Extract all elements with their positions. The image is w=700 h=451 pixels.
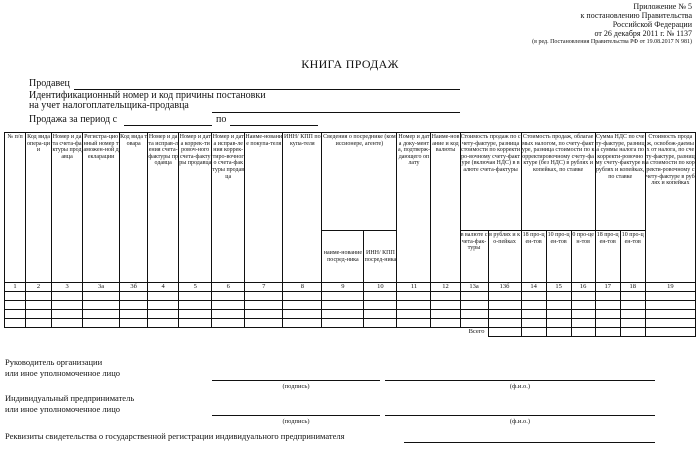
col-num-7: 7 [245, 283, 283, 292]
col-num-4: 4 [148, 283, 179, 292]
col-num-13b: 13б [488, 283, 521, 292]
requisites-label: Реквизиты свидетельства о государственной регистрации индивидуального предпринимателя [5, 431, 345, 441]
inn-kpp-line[interactable] [212, 112, 460, 113]
appendix-note [432, 2, 692, 47]
col-header-13a: в валюте счета-фак-туры [460, 231, 488, 283]
col-header-12: Наиме-нование и код валюты [431, 133, 460, 283]
col-num-3: 3 [52, 283, 83, 292]
col-num-15: 15 [546, 283, 571, 292]
head-fio-caption: (ф.и.о.) [509, 383, 531, 390]
appendix-line-4: от 26 декабря 2011 г. № 1137 [594, 29, 692, 38]
col-num-18: 18 [620, 283, 645, 292]
inn-kpp-label-2: на учет налогоплательщика-продавца [29, 100, 189, 111]
appendix-line-1: Приложение № 5 [633, 2, 692, 11]
col-num-5: 5 [179, 283, 212, 292]
col-num-8: 8 [283, 283, 322, 292]
table-row[interactable] [5, 301, 696, 310]
total-row [5, 328, 696, 337]
ip-label-2: или иное уполномоченное лицо [5, 404, 121, 414]
col-num-16: 16 [571, 283, 595, 292]
col-num-9: 9 [322, 283, 364, 292]
col-header-3b: Код вида товара [120, 133, 148, 283]
col-header-5: Номер и дата коррек-тировоч-ного счета-фактуры продавца [179, 133, 212, 283]
appendix-line-5: (в ред. Постановления Правительства РФ от 19.08.2017 N 981) [532, 39, 692, 45]
col-header-17-18: Сумма НДС по счету-фактуре, разница суммы налога по корректи-ровочному счету-фактуре в рублях и копейках, по ставке [595, 133, 645, 231]
col-header-3: Номер и дата счета-фактуры продавца [52, 133, 83, 283]
period-from-line[interactable] [124, 125, 212, 126]
sales-ledger-table [4, 132, 696, 337]
col-num-1: 1 [5, 283, 26, 292]
table-row[interactable] [5, 310, 696, 319]
table-row[interactable] [5, 292, 696, 301]
seller-label: Продавец [29, 78, 70, 89]
col-header-10: ИНН/ КПП посред-ника [364, 231, 397, 283]
col-num-17: 17 [595, 283, 620, 292]
ip-fio-caption: (ф.и.о.) [509, 418, 531, 425]
col-header-14: 18 про-цен-тов [521, 231, 546, 283]
head-label-1: Руководитель организации [5, 357, 103, 367]
head-fio-line[interactable] [385, 380, 655, 381]
col-header-2: Код вида опера-ции [26, 133, 52, 283]
inn-kpp-label: Идентификационный номер и код причины постановки [29, 90, 266, 101]
col-num-10: 10 [364, 283, 397, 292]
col-num-19: 19 [645, 283, 695, 292]
appendix-line-3: Российской Федерации [612, 20, 692, 29]
col-num-13a: 13а [460, 283, 488, 292]
col-header-7: Наиме-нование покупа-теля [245, 133, 283, 283]
col-header-13b: в рублях и ко-пейках [488, 231, 521, 283]
ip-label-1: Индивидуальный предприниматель [5, 393, 135, 403]
head-sign-caption: (подпись) [282, 383, 310, 390]
col-header-9: наиме-нование посред-ника [322, 231, 364, 283]
col-num-3b: 3б [120, 283, 148, 292]
period-to-line[interactable] [230, 125, 318, 126]
column-number-row [5, 283, 696, 292]
col-header-13: Стоимость продаж по счету-фактуре, разница стоимости по корректиро-вочному счету-фактуре (включая НДС) в валюте счета-фактуры [460, 133, 521, 231]
col-header-18: 10 про-цен-тов [620, 231, 645, 283]
head-signature-line[interactable] [212, 380, 380, 381]
col-header-8: ИНН/ КПП покупа-теля [283, 133, 322, 283]
col-num-14: 14 [521, 283, 546, 292]
col-header-1: № п/п [5, 133, 26, 283]
ip-signature-line[interactable] [212, 415, 380, 416]
col-num-6: 6 [212, 283, 245, 292]
col-num-11: 11 [397, 283, 431, 292]
requisites-line[interactable] [404, 442, 655, 443]
col-header-4: Номер и дата исправ-ления счета-фактуры продавца [148, 133, 179, 283]
ip-fio-line[interactable] [385, 415, 655, 416]
col-header-11: Номер и дата доку-мента, подтверж-дающего оплату [397, 133, 431, 283]
col-header-9-10: Сведения о посреднике (комиссионере, агенте) [322, 133, 397, 231]
col-header-15: 10 про-цен-тов [546, 231, 571, 283]
col-header-16: 0 про-цен-тов [571, 231, 595, 283]
ip-sign-caption: (подпись) [282, 418, 310, 425]
col-num-12: 12 [431, 283, 460, 292]
appendix-line-2: к постановлению Правительства [580, 11, 692, 20]
head-label-2: или иное уполномоченное лицо [5, 368, 121, 378]
total-label: Всего [468, 328, 485, 335]
col-header-6: Номер и дата исправ-ления коррек-тиро-вочного счета-фактуры продавца [212, 133, 245, 283]
period-label: Продажа за период с [29, 114, 118, 125]
col-header-19: Стоимость продаж, освобож-даемых от налога, по счету-фактуре, разница стоимости по корректи-ровочному счету-фактуре в рублях и копейках [645, 133, 695, 283]
col-num-2: 2 [26, 283, 52, 292]
col-header-14-16: Стоимость продаж, облагаемых налогом, по счету-фактуре, разница стоимости по корректировочному счету-фактуре (без НДС) в рублях и копейках, по ставке [521, 133, 595, 231]
period-to-label: по [216, 114, 227, 125]
document-title: КНИГА ПРОДАЖ [301, 57, 399, 71]
col-num-3a: 3а [83, 283, 120, 292]
col-header-3a: Регистра-ционный номер таможен-ной декларации [83, 133, 120, 283]
col-header-17: 18 про-цен-тов [595, 231, 620, 283]
table-row[interactable] [5, 319, 696, 328]
